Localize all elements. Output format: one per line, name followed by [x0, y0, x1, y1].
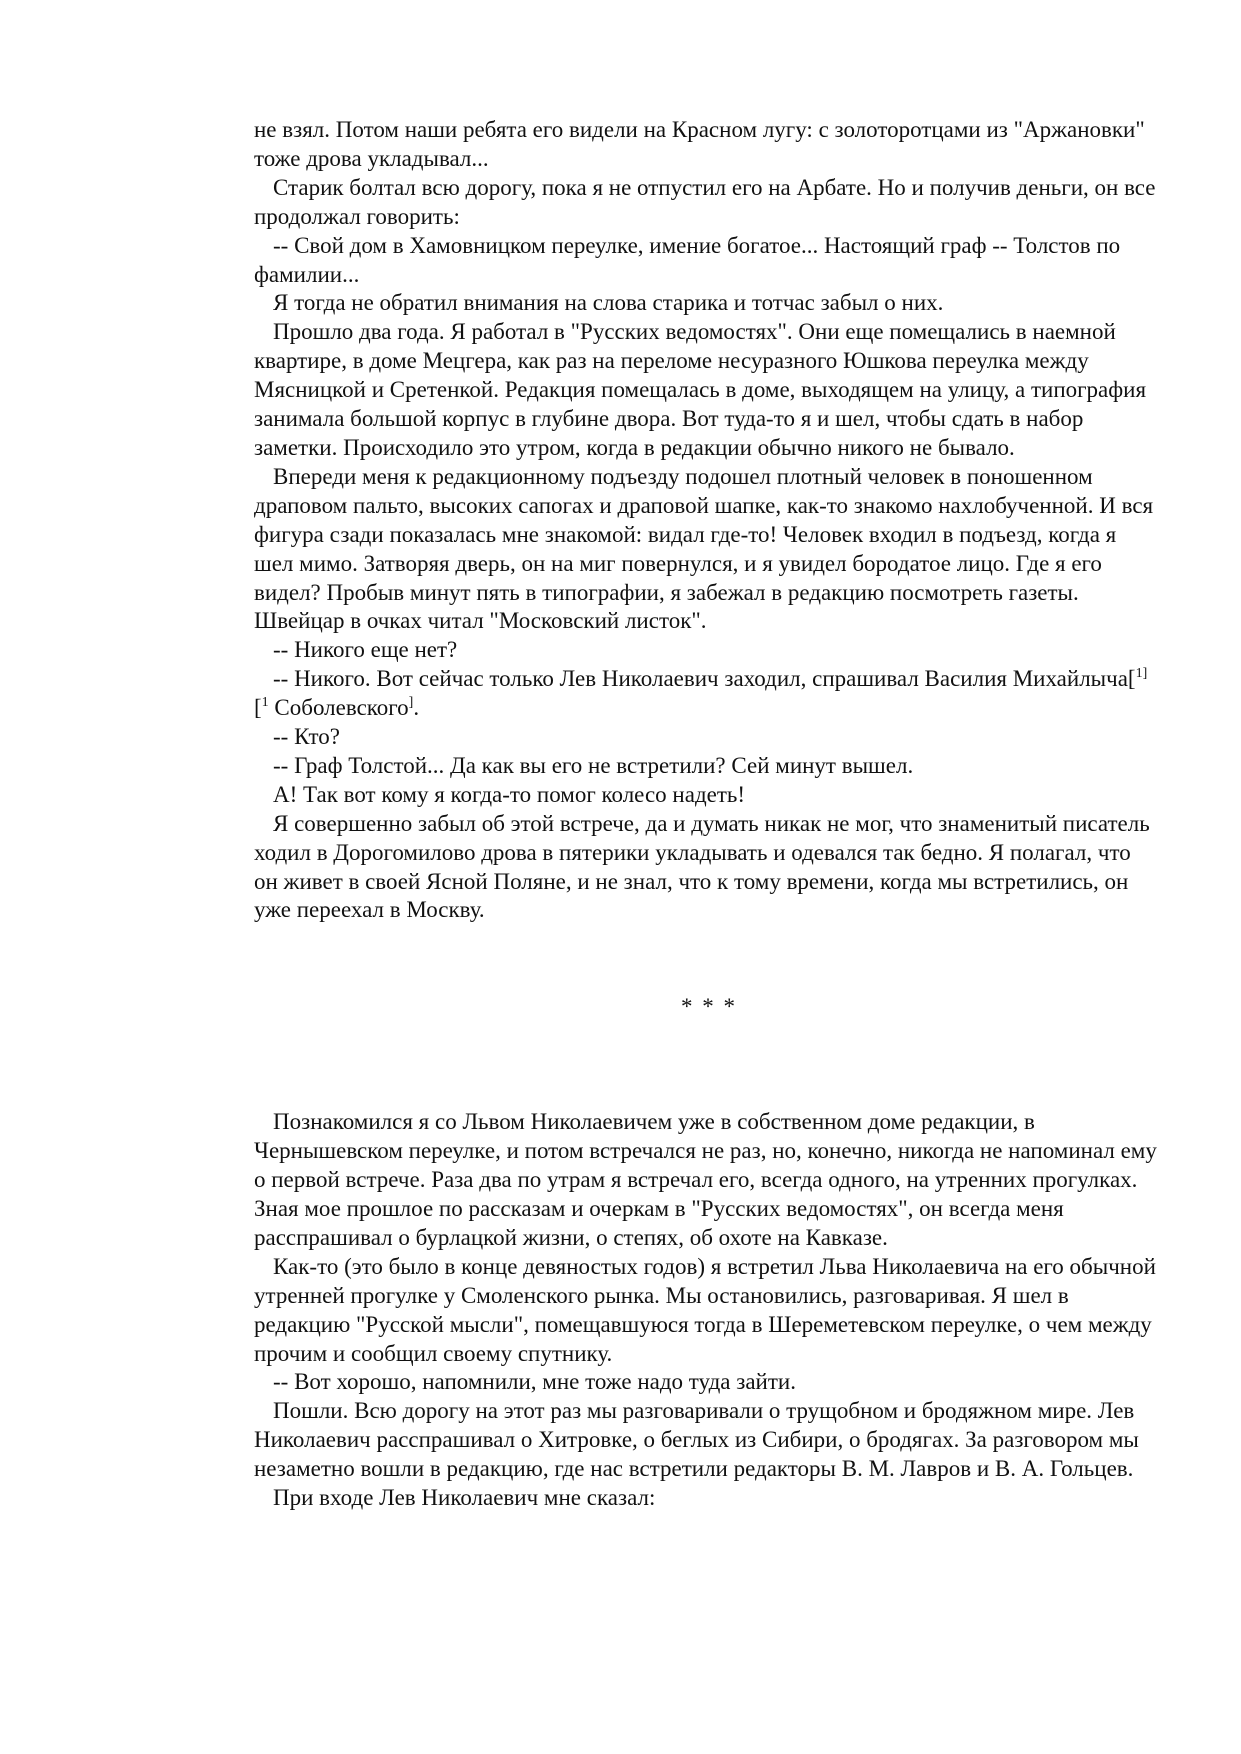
paragraph: При входе Лев Николаевич мне сказал: — [273, 1485, 656, 1511]
paragraph: Я совершенно забыл об этой встрече, да и думать никак не мог, что знаменитый писатель ходил в Дорогомилово дрова в пятерики укладывать и одевался так бедно. Я полагал, что он живет в своей Ясной Поляне, и не знал, что к тому времени, когда мы встретились, он уже переехал в Москву. — [254, 810, 1150, 923]
paragraph: Старик болтал всю дорогу, пока я не отпустил его на Арбате. Но и получив деньги, он все продолжал говорить: — [254, 174, 1156, 229]
paragraph: Как-то (это было в конце девяностых годов) я встретил Льва Николаевича на его обычной утренней прогулке у Смоленского рынка. Мы остановились, разговаривая. Я шел в редакцию "Русской мысли", помещавшуюся тогда в Шереметевском переулке, о чем между прочим и сообщил своему спутнику. — [254, 1253, 1156, 1366]
paragraph: Впереди меня к редакционному подъезду подошел плотный человек в поношенном драповом пальто, высоких сапогах и драповой шапке, как-то знакомо нахлобученной. И вся фигура сзади показалась мне знакомой: видал где-то! Человек входил в подъезд, когда я шел мимо. Затворяя дверь, он на миг повернулся, и я увидел бородатое лицо. Где я его видел? Пробыв минут пять в типографии, я забежал в редакцию посмотреть газеты. Швейцар в очках читал "Московский листок". — [254, 463, 1154, 634]
footnote-ref[interactable]: 1] — [1135, 666, 1148, 682]
paragraph: Пошли. Всю дорогу на этот раз мы разговаривали о трущобном и бродяжном мире. Лев Николаевич расспрашивал о Хитровке, о беглых из Сибири, о бродягах. За разговором мы незаметно вошли в редакцию, где нас встретили редакторы В. М. Лавров и В. А. Гольцев. — [254, 1398, 1139, 1482]
paragraph: Я тогда не обратил внимания на слова старика и тотчас забыл о них. — [273, 290, 944, 316]
section-gap — [254, 1022, 1159, 1108]
footnote-open: [ — [254, 695, 262, 721]
paragraph-with-footnote — [254, 665, 1159, 723]
paragraph: не взял. Потом наши ребята его видели на Красном лугу: с золоторотцами из "Аржановки" тоже дрова укладывал... — [254, 117, 1145, 171]
section-separator: * * * — [681, 994, 737, 1020]
section-gap — [254, 925, 1159, 993]
paragraph: -- Кто? — [273, 724, 340, 750]
paragraph: -- Никого еще нет? — [273, 637, 458, 663]
document-page — [254, 116, 1159, 1513]
paragraph: Прошло два года. Я работал в "Русских ведомостях". Они еще помещались в наемной квартире, в доме Мецгера, как раз на переломе несуразного Юшкова переулка между Мясницкой и Сретенкой. Редакция помещалась в доме, выходящем на улицу, а типография занимала большой корпус в глубине двора. Вот туда-то я и шел, чтобы сдать в набор заметки. Происходило это утром, когда в редакции обычно никого не бывало. — [254, 319, 1147, 460]
paragraph: -- Вот хорошо, напомнили, мне тоже надо туда зайти. — [273, 1369, 796, 1395]
paragraph: Познакомился я со Львом Николаевичем уже в собственном доме редакции, в Чернышевском переулке, и потом встречался не раз, но, конечно, никогда не напоминал ему о первой встрече. Раза два по утрам я встречал его, всегда одного, на утренних прогулках. Зная мое прошлое по рассказам и очеркам в "Русских ведомостях", он всегда меня расспрашивал о бурлацкой жизни, о степях, об охоте на Кавказе. — [254, 1109, 1157, 1250]
footnote-para-before: -- Никого. Вот сейчас только Лев Николаевич заходил, спрашивал Василия Михайлыча[ — [273, 666, 1136, 692]
footnote-marker: 1 — [261, 695, 269, 711]
footnote-para-after: . — [413, 695, 420, 721]
paragraph: А! Так вот кому я когда-то помог колесо надеть! — [273, 781, 746, 807]
footnote-text: Соболевского — [268, 695, 409, 721]
paragraph: -- Граф Толстой... Да как вы его не встретили? Сей минут вышел. — [273, 752, 914, 778]
footnote-close: ] — [408, 695, 414, 711]
paragraph: -- Свой дом в Хамовницком переулке, имение богатое... Настоящий граф -- Толстов по фамилии... — [254, 232, 1121, 287]
